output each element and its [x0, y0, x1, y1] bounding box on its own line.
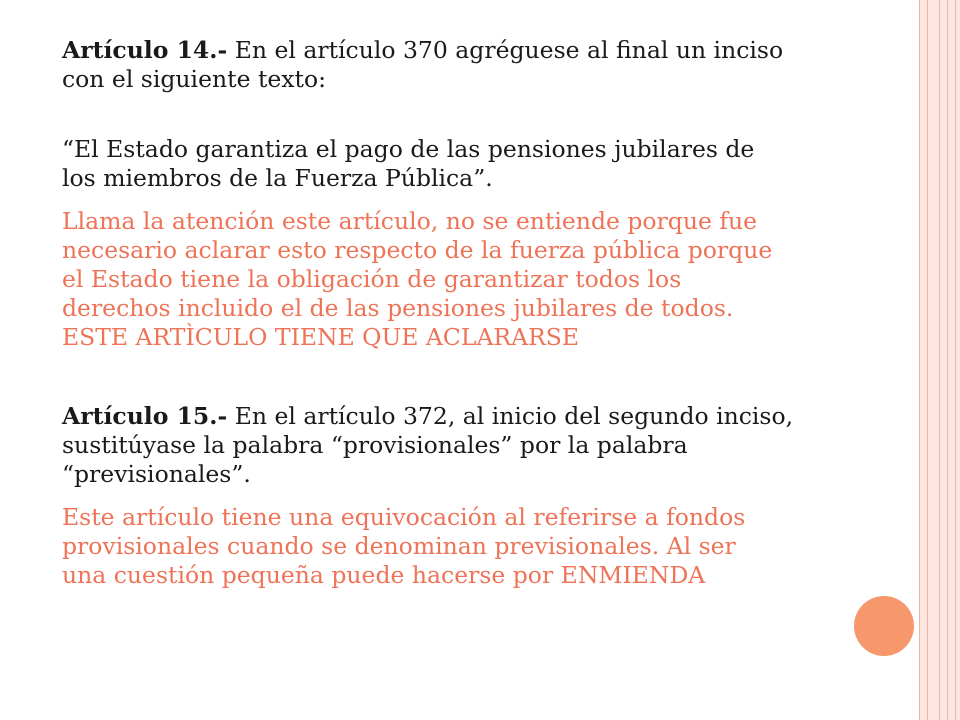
orange-circle-decoration	[854, 596, 914, 656]
article-15-text-1: En el artículo 372, al inicio del segundo inciso,	[227, 402, 794, 430]
comment-14-line-5: ESTE ARTÌCULO TIENE QUE ACLARARSE	[62, 323, 580, 351]
article-14-paragraph	[62, 36, 892, 94]
comment-14-line-2: necesario aclarar esto respecto de la fuerza pública porque	[62, 236, 773, 264]
band-line-2	[927, 0, 928, 720]
band-line-3	[939, 0, 940, 720]
article-14-text-2: con el siguiente texto:	[62, 65, 327, 93]
comment-15-line-1: Este artículo tiene una equivocación al referirse a fondos	[62, 503, 746, 531]
comment-15-line-2: provisionales cuando se denominan previsionales. Al ser	[62, 532, 736, 560]
band-line-4	[947, 0, 948, 720]
band-line-1	[919, 0, 920, 720]
comment-14-line-3: el Estado tiene la obligación de garantizar todos los	[62, 265, 682, 293]
article-14-quote	[62, 135, 892, 193]
article-15-paragraph	[62, 402, 892, 489]
article-14-text-1: En el artículo 370 agréguese al final un inciso	[227, 36, 784, 64]
article-14-line-1	[62, 36, 892, 65]
article-15-heading: Artículo 15.-	[62, 402, 228, 430]
article-15-line-1	[62, 402, 892, 431]
quote-14-line-1: “El Estado garantiza el pago de las pensiones jubilares de	[62, 135, 755, 163]
comment-15-line-3: una cuestión pequeña puede hacerse por ENMIENDA	[62, 561, 706, 589]
article-14-heading: Artículo 14.-	[62, 36, 228, 64]
comment-14-line-4: derechos incluido el de las pensiones jubilares de todos.	[62, 294, 734, 322]
quote-14-line-2: los miembros de la Fuerza Pública”.	[62, 164, 493, 192]
article-14-comment	[62, 207, 892, 352]
article-15-text-3: “previsionales”.	[62, 460, 251, 488]
article-15-text-2: sustitúyase la palabra “provisionales” por la palabra	[62, 431, 688, 459]
article-15-comment	[62, 503, 892, 590]
slide-content	[62, 36, 892, 590]
band-line-5	[955, 0, 956, 720]
comment-14-line-1: Llama la atención este artículo, no se entiende porque fue	[62, 207, 758, 235]
